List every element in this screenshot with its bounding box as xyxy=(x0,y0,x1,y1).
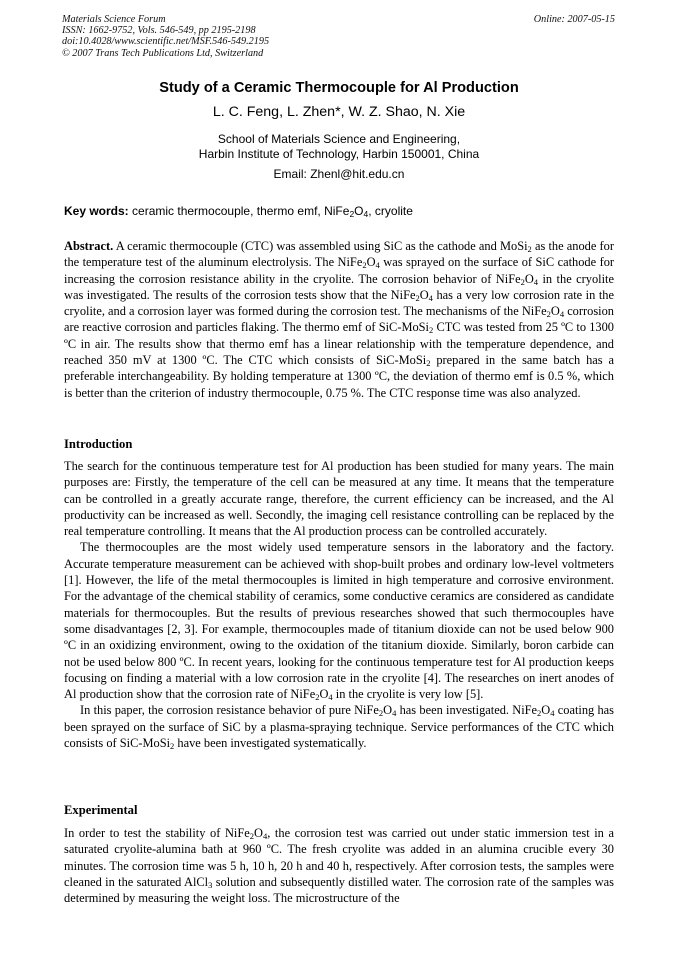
experimental-paragraph-1: In order to test the stability of $NiFe_2O_4$, the corrosion test was carried out under static immersion test in a saturated cryolite-alumina bath at 960 ºC. The fresh cryolite was added in an alumina crucible every 30 minutes. The corrosion time was 5 h, 10 h, 20 h and 40 h, respectively. After corrosion tests, the samples were cleaned in the saturated AlCl$_3$ solution and subsequently distilled water. The corrosion rate of the samples was determined by measuring the weight loss. The microstructure of the xyxy=(64,826,614,906)
online-date: Online: 2007-05-15 xyxy=(533,14,615,25)
intro-paragraph-2: The thermocouples are the most widely used temperature sensors in the laboratory and the factory. Accurate temperature measurement can be achieved with shop-built probes and ordinary low-level voltmeters [1]. However, the life of the metal thermocouples is limited in high temperature and corrosive environment. For the advantage of the chemical stability of ceramics, some conductive ceramics are considered as candidate materials for thermocouples. But the results of previous researches showed that such thermocouples have some disadvantages [2, 3]. For example, thermocouples made of titanium dioxide can not be used below 900 ºC in an oxidizing environment, owing to the oxidation of the titanium dioxide. Similarly, boron carbide can not be used below 800 ºC. In recent years, looking for the continuous temperature test for Al production keeps focusing on finding a material with a low corrosion rate in the cryolite [4]. The researches on inert anodes of Al production show that the corrosion rate of $NiFe_2O_4$ in the cryolite is very low [5]. xyxy=(64,540,614,703)
affiliation xyxy=(0,132,678,162)
experimental-heading: Experimental xyxy=(64,803,138,817)
introduction-body xyxy=(64,458,614,751)
paper-title: Study of a Ceramic Thermocouple for Al Production xyxy=(159,80,519,96)
journal-name: Materials Science Forum xyxy=(62,14,166,25)
affiliation-line-1: School of Materials Science and Engineering, xyxy=(217,132,461,146)
author-list: L. C. Feng, L. Zhen*, W. Z. Shao, N. Xie xyxy=(212,104,466,120)
keywords-label: Key words: xyxy=(64,204,129,218)
journal-header xyxy=(62,14,269,59)
abstract-label: Abstract. xyxy=(64,239,114,253)
copyright-line: © 2007 Trans Tech Publications Ltd, Switzerland xyxy=(62,47,264,59)
intro-paragraph-1: The search for the continuous temperature test for Al production has been studied for many years. The main purposes are: Firstly, the temperature of the cell can be measured at any time. It means that the temperature can be controlled in a greatly accurate range, therefore, the current efficiency can be increased, and the Al productivity can be increased as well. Secondly, the imaging cell resistance controlling can be replaced by the real temperature controlling. It means that the Al production process can be controlled accurately. xyxy=(64,459,614,539)
keywords: Key words: ceramic thermocouple, thermo emf, $NiFe_2O_4$, cryolite xyxy=(64,204,413,219)
intro-paragraph-3: In this paper, the corrosion resistance behavior of pure $NiFe_2O_4$ has been investigated. $NiFe_2O_4$ coating has been sprayed on the surface of SiC by a plasma-spraying technique. Service performances of the CTC which consists of SiC-MoSi$_2$ have been investigated systematically. xyxy=(64,703,614,752)
doi-line[interactable]: doi:10.4028/www.scientific.net/MSF.546-549.2195 xyxy=(62,36,270,48)
issn-line: ISSN: 1662-9752, Vols. 546-549, pp 2195-2198 xyxy=(62,25,256,37)
abstract-paragraph: Abstract. A ceramic thermocouple (CTC) was assembled using SiC as the cathode and MoSi$_2$ as the anode for the temperature test of the aluminum electrolysis. The $NiFe_2O_4$ was sprayed on the surface of SiC cathode for increasing the corrosion resistance ability in the cryolite. The corrosion behavior of $NiFe_2O_4$ in the cryolite was investigated. The results of the corrosion tests show that the $NiFe_2O_4$ has a very low corrosion rate in the cryolite, and a corrosion layer was formed during the corrosion test. The mechanisms of the $NiFe_2O_4$ corrosion are reactive corrosion and particles flaking. The thermo emf of SiC-MoSi$_2$ CTC was tested from 25 ºC to 1300 ºC in air. The results show that thermo emf has a linear relationship with the temperature dependence, and reached 350 mV at 1300 ºC. The CTC which consists of SiC-MoSi$_2$ prepared in the same batch has a preferable interchangeability. By holding temperature at 1300 ºC, the deviation of thermo emf is 0.5 %, which is better than the criterion of industry thermocouple, 0.75 %. The CTC response time was also analyzed. xyxy=(64,239,615,400)
affiliation-line-2: Harbin Institute of Technology, Harbin 150001, China xyxy=(198,147,480,161)
introduction-heading: Introduction xyxy=(64,437,133,451)
abstract xyxy=(64,238,614,401)
contact-email[interactable]: Email: Zhenl@hit.edu.cn xyxy=(273,167,405,181)
experimental-body xyxy=(64,825,614,906)
